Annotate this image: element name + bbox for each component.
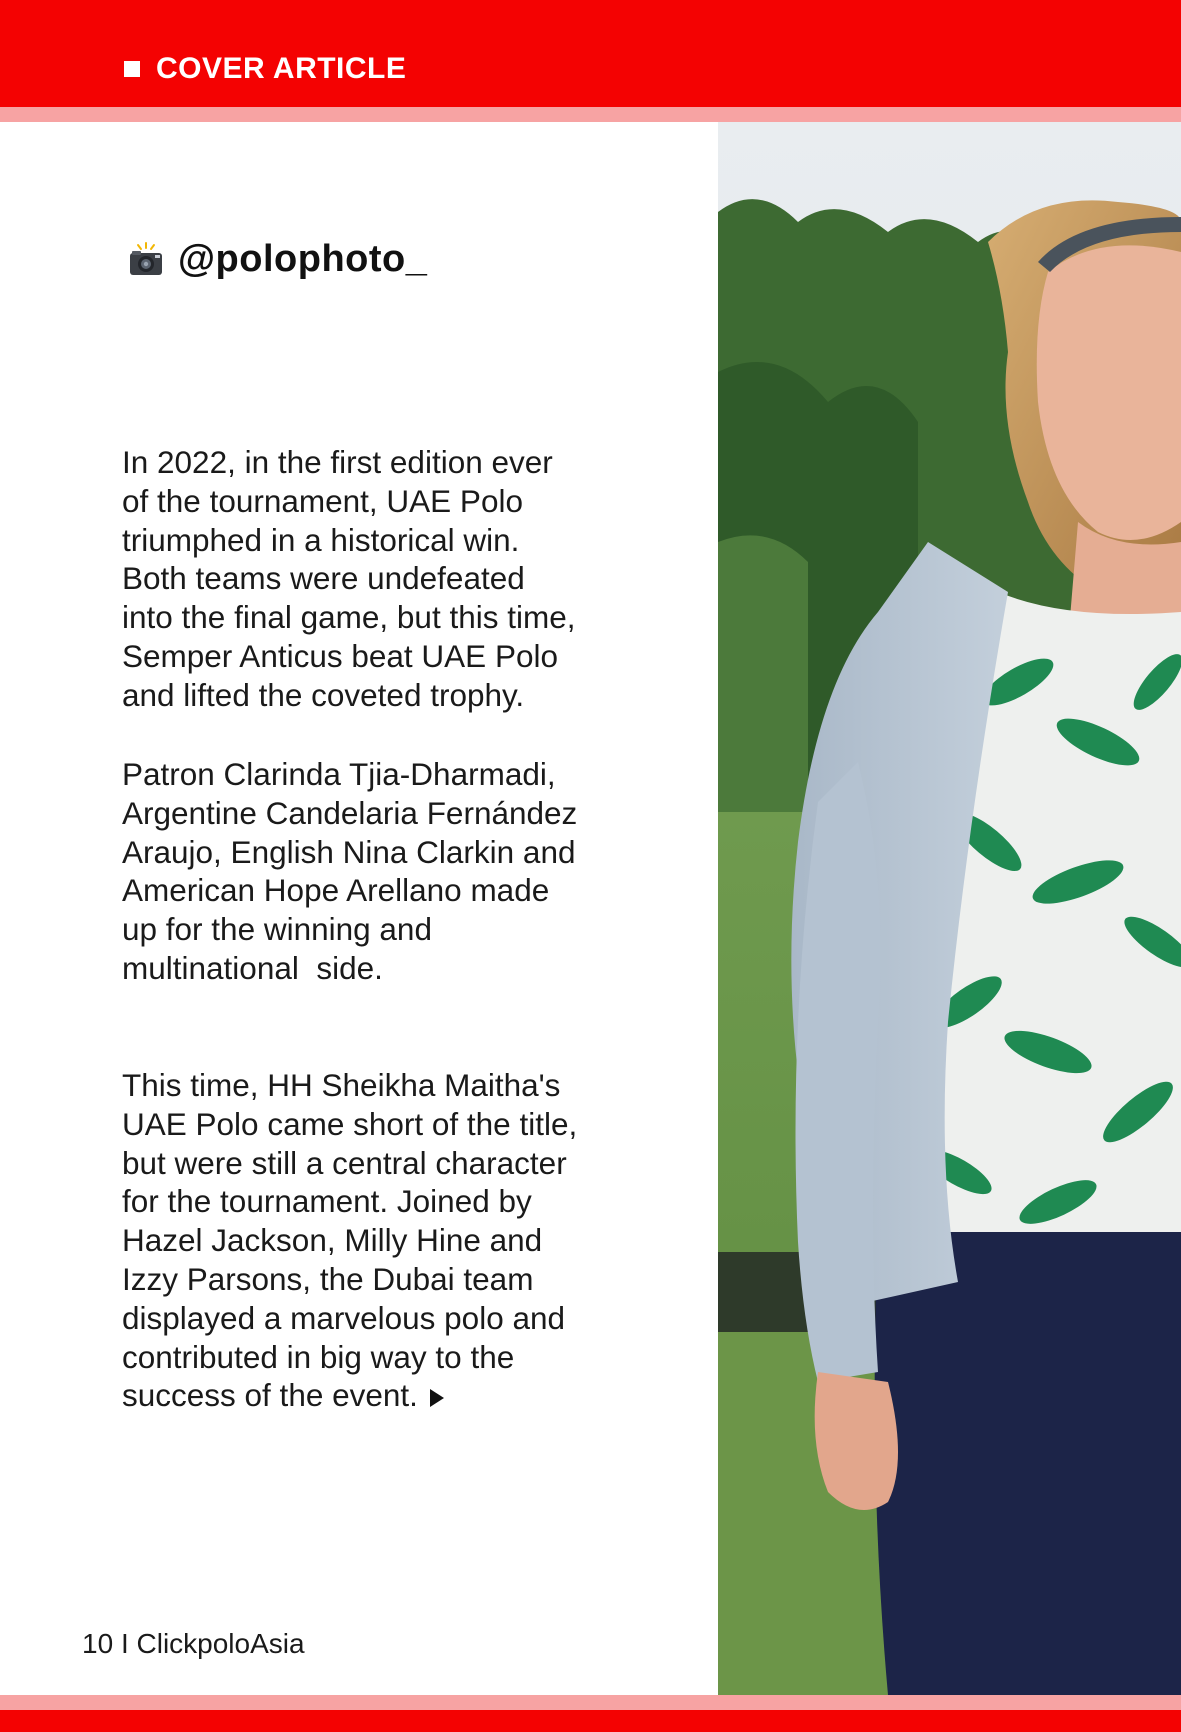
paragraph-line: displayed a marvelous polo and (122, 1299, 566, 1336)
paragraph-line: but were still a central character (122, 1144, 567, 1181)
paragraph-line: Patron Clarinda Tjia-Dharmadi, (122, 756, 556, 792)
paragraph-line: Semper Anticus beat UAE Polo (122, 637, 558, 674)
paragraph-line: contributed in big way to the (122, 1338, 515, 1375)
paragraph-line: Hazel Jackson, Milly Hine and (122, 1222, 543, 1259)
publication-name: ClickpoloAsia (136, 1628, 305, 1659)
cover-photo (718, 122, 1181, 1695)
paragraph-line: triumphed in a historical win. (122, 521, 520, 558)
paragraph-line: This time, HH Sheikha Maitha's (122, 1067, 561, 1103)
square-bullet-icon (124, 61, 140, 77)
paragraph-line: Argentine Candelaria Fernández (122, 794, 578, 831)
paragraph-line: In 2022, in the first edition ever (122, 444, 553, 480)
paragraph-line: of the tournament, UAE Polo (122, 482, 523, 519)
section-label-text: COVER ARTICLE (156, 52, 407, 85)
article-paragraph-2 (122, 755, 652, 988)
article-paragraph-3 (122, 1066, 652, 1415)
photo-credit (128, 238, 427, 281)
page-footer (82, 1628, 305, 1660)
footer-stripe (0, 1695, 1181, 1710)
header-stripe (0, 107, 1181, 122)
paragraph-line: American Hope Arellano made (122, 872, 550, 909)
page-number: 10 (82, 1628, 114, 1659)
paragraph-line-last (122, 1376, 652, 1415)
footer-separator: I (120, 1628, 129, 1659)
paragraph-line: and lifted the coveted trophy. (122, 676, 525, 713)
paragraph-line: Izzy Parsons, the Dubai team (122, 1260, 534, 1297)
paragraph-line-text: success of the event. (122, 1377, 418, 1414)
paragraph-line: UAE Polo came short of the title, (122, 1105, 578, 1142)
paragraph-line: for the tournament. Joined by (122, 1183, 532, 1220)
play-arrow-icon (430, 1389, 444, 1407)
camera-flash-icon (128, 242, 164, 278)
paragraph-line: Araujo, English Nina Clarkin and (122, 833, 576, 870)
paragraph-line: into the final game, but this time, (122, 599, 576, 636)
footer-bar (0, 1710, 1181, 1732)
paragraph-line: up for the winning and (122, 911, 432, 948)
article-paragraph-1 (122, 443, 652, 715)
section-label (124, 52, 406, 86)
paragraph-line: Both teams were undefeated (122, 560, 525, 597)
paragraph-line: multinational side. (122, 949, 383, 986)
photographer-handle: @polophoto_ (178, 238, 428, 280)
